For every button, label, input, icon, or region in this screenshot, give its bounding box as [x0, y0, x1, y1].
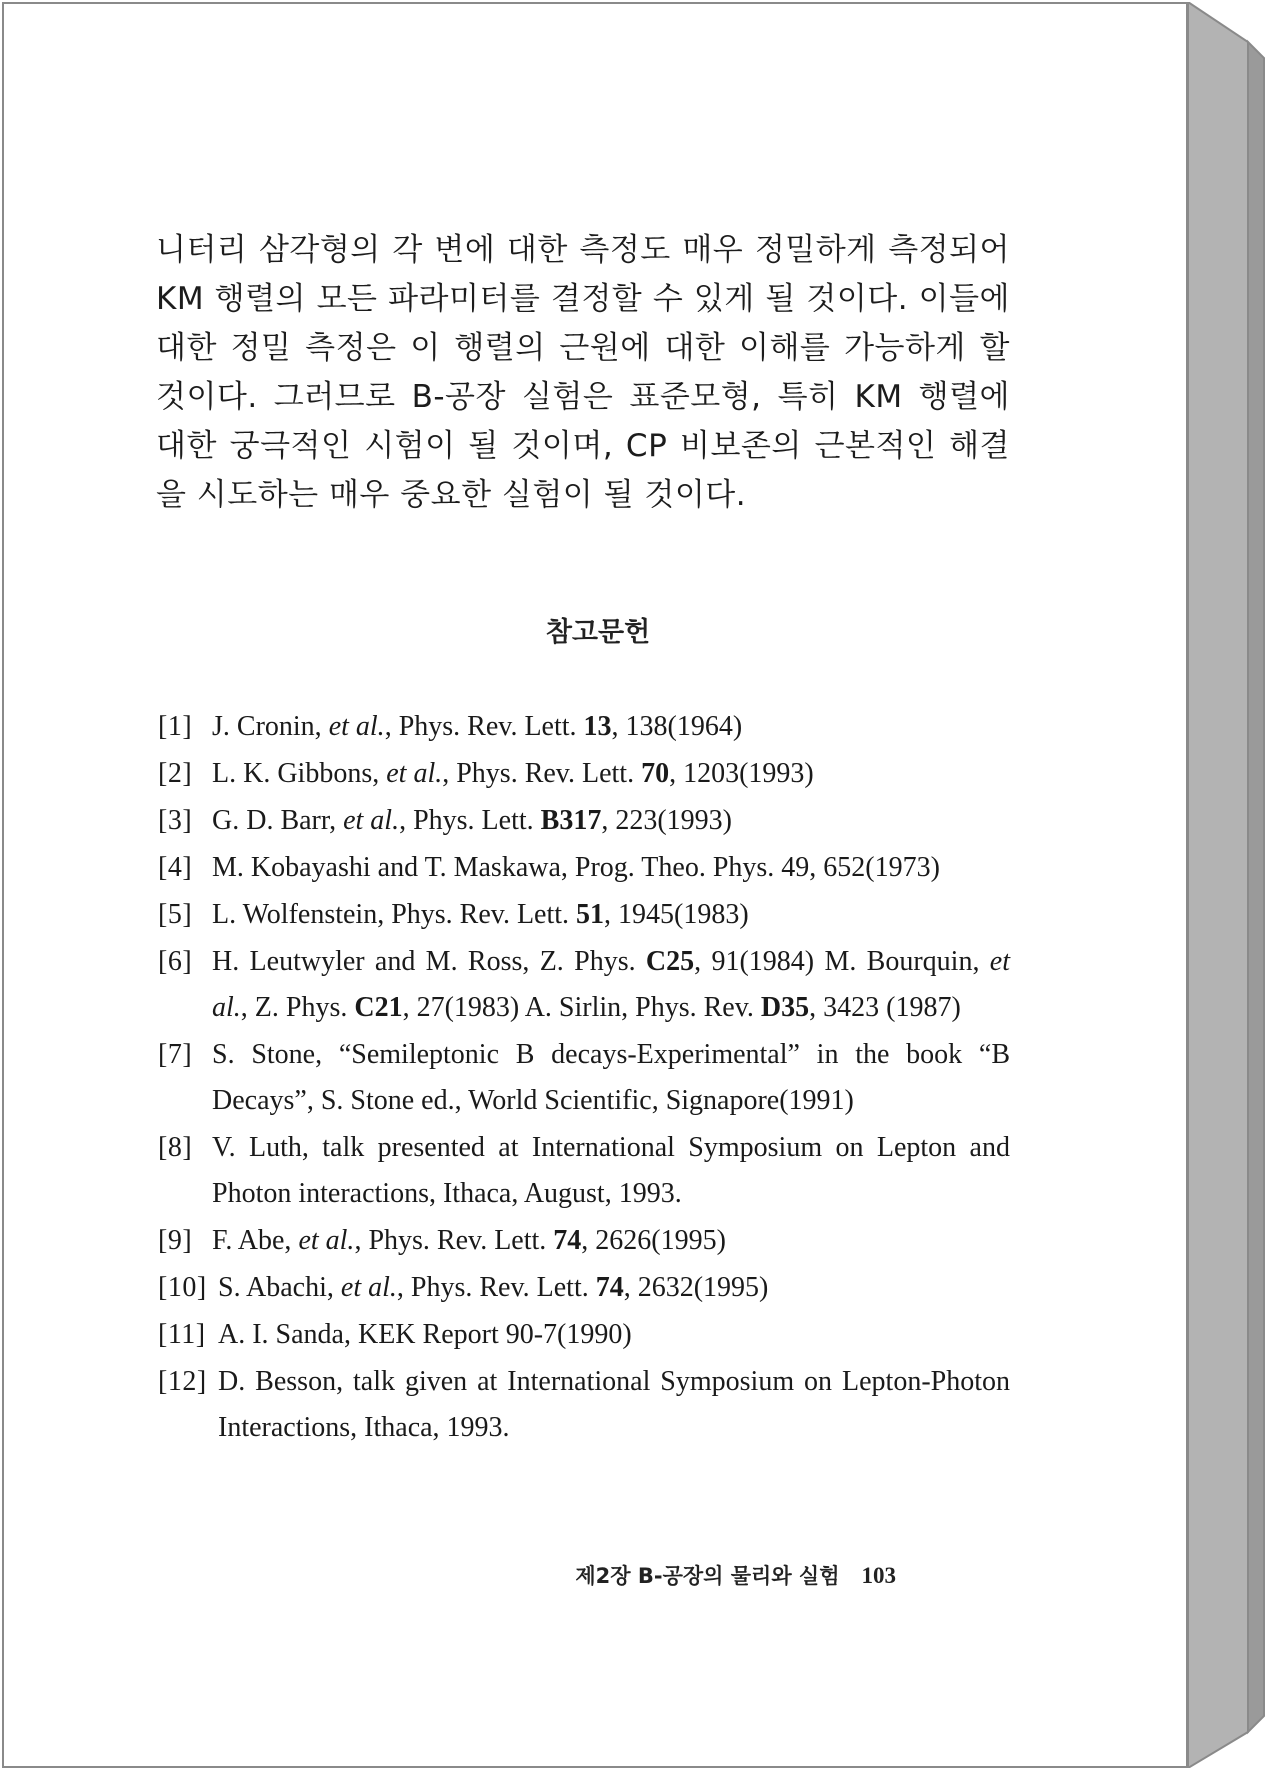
book-edge-graphic: [1188, 2, 1268, 1768]
reference-number: [5]: [158, 899, 193, 930]
reference-number: [4]: [158, 852, 193, 883]
reference-number: [11]: [158, 1319, 206, 1350]
reference-text: J. Cronin, et al., Phys. Rev. Lett. 13, 138(1964): [212, 711, 743, 742]
reference-number: [9]: [158, 1225, 193, 1256]
reference-text: F. Abe, et al., Phys. Rev. Lett. 74, 2626(1995): [212, 1225, 726, 1256]
reference-item: [158, 1359, 1010, 1451]
reference-item: [158, 939, 1010, 1031]
reference-text: L. Wolfenstein, Phys. Rev. Lett. 51, 1945(1983): [212, 899, 749, 930]
reference-number: [12]: [158, 1366, 207, 1397]
reference-item: [158, 1032, 1010, 1124]
reference-text: M. Kobayashi and T. Maskawa, Prog. Theo. Phys. 49, 652(1973): [212, 852, 940, 883]
reference-text: G. D. Barr, et al., Phys. Lett. B317, 223(1993): [212, 805, 732, 836]
reference-number: [7]: [158, 1039, 193, 1070]
reference-text: S. Stone, “Semileptonic B decays-Experimental” in the book “B Decays”, S. Stone ed., World Scientific, Signapore(1991): [212, 1039, 1010, 1116]
reference-item: [158, 798, 1010, 844]
reference-number: [10]: [158, 1272, 207, 1303]
book-page: [2, 2, 1188, 1768]
reference-item: [158, 1312, 1010, 1358]
reference-text: H. Leutwyler and M. Ross, Z. Phys. C25, 91(1984) M. Bourquin, et al., Z. Phys. C21, 27(1983) A. Sirlin, Phys. Rev. D35, 3423 (1987): [212, 946, 1010, 1023]
chapter-title: 제2장 B-공장의 물리와 실험: [575, 1564, 840, 1588]
page-number: 103: [861, 1563, 896, 1588]
reference-item: [158, 892, 1010, 938]
reference-text: S. Abachi, et al., Phys. Rev. Lett. 74, 2632(1995): [218, 1272, 769, 1303]
reference-number: [6]: [158, 946, 193, 977]
reference-text: L. K. Gibbons, et al., Phys. Rev. Lett. 70, 1203(1993): [212, 758, 814, 789]
reference-number: [3]: [158, 805, 193, 836]
reference-item: [158, 1265, 1010, 1311]
book-side-edge: [1188, 2, 1268, 1768]
reference-item: [158, 1218, 1010, 1264]
reference-text: A. I. Sanda, KEK Report 90-7(1990): [218, 1319, 632, 1350]
references-heading: 참고문헌: [545, 617, 651, 648]
reference-item: [158, 751, 1010, 797]
reference-item: [158, 1125, 1010, 1217]
reference-item: [158, 845, 1010, 891]
reference-item: [158, 704, 1010, 750]
references-list: [158, 704, 1010, 1452]
reference-number: [1]: [158, 711, 193, 742]
reference-text: V. Luth, talk presented at International Symposium on Lepton and Photon interactions, Ithaca, August, 1993.: [212, 1132, 1010, 1209]
reference-number: [2]: [158, 758, 193, 789]
body-paragraph: 니터리 삼각형의 각 변에 대한 측정도 매우 정밀하게 측정되어 KM 행렬의 모든 파라미터를 결정할 수 있게 될 것이다. 이들에 대한 정밀 측정은 이 행렬의 근원에 대한 이해를 가능하게 할 것이다. 그러므로 B-공장 실험은 표준모형, 특히 KM 행렬에 대한 궁극적인 시험이 될 것이며, CP 비보존의 근본적인 해결을 시도하는 매우 중요한 실험이 될 것이다.: [156, 232, 1010, 513]
reference-number: [8]: [158, 1132, 193, 1163]
reference-text: D. Besson, talk given at International Symposium on Lepton-Photon Interactions, Ithaca, 1993.: [218, 1366, 1010, 1443]
running-footer: [575, 1560, 896, 1590]
